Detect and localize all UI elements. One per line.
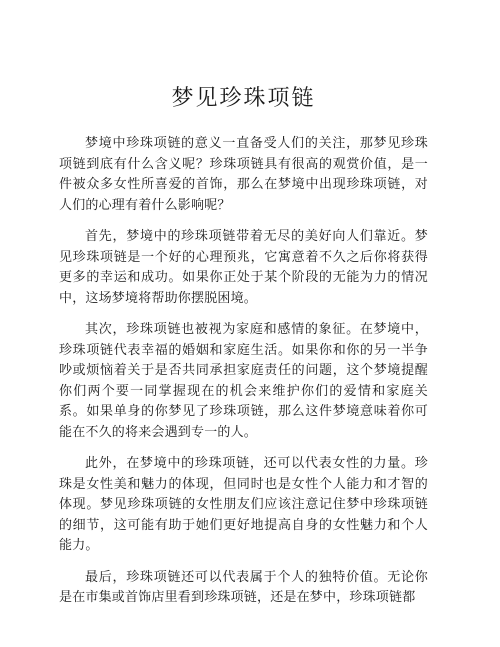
paragraph-3: 其次，珍珠项链也被视为家庭和感情的象征。在梦境中，珍珠项链代表幸福的婚姻和家庭生活。如果你和你的另一半争吵或烦恼着关于是否共同承担家庭责任的问题，这个梦境提醒你们两个要一同掌握现在的机会来维护你们的爱情和家庭关系。如果单身的你梦见了珍珠项链，那么这件梦境意味着你可能在不久的将来会遇到专一的人。 (59, 322, 428, 440)
article-body (59, 134, 428, 609)
paragraph-4: 此外，在梦境中的珍珠项链，还可以代表女性的力量。珍珠是女性美和魅力的体现，但同时也是女性个人能力和才智的体现。梦见珍珠项链的女性朋友们应该注意记住梦中珍珠项链的细节，这可能有助于她们更好地提高自身的女性魅力和个人能力。 (59, 456, 428, 553)
paragraph-2: 首先，梦境中的珍珠项链带着无尽的美好向人们靠近。梦见珍珠项链是一个好的心理预兆，它寓意着不久之后你将获得更多的幸运和成功。如果你正处于某个阶段的无能为力的情况中，这场梦境将帮助你摆脱困境。 (59, 229, 428, 306)
paragraph-1: 梦境中珍珠项链的意义一直备受人们的关注，那梦见珍珠项链到底有什么含义呢？珍珠项链具有很高的观赏价值，是一件被众多女性所喜爱的首饰，那么在梦境中出现珍珠项链，对人们的心理有着什么影响呢？ (59, 136, 428, 213)
paragraph-5: 最后，珍珠项链还可以代表属于个人的独特价值。无论你是在市集或首饰店里看到珍珠项链，还是在梦中，珍珠项链都 (59, 569, 428, 605)
page-title: 梦见珍珠项链 (171, 86, 316, 111)
